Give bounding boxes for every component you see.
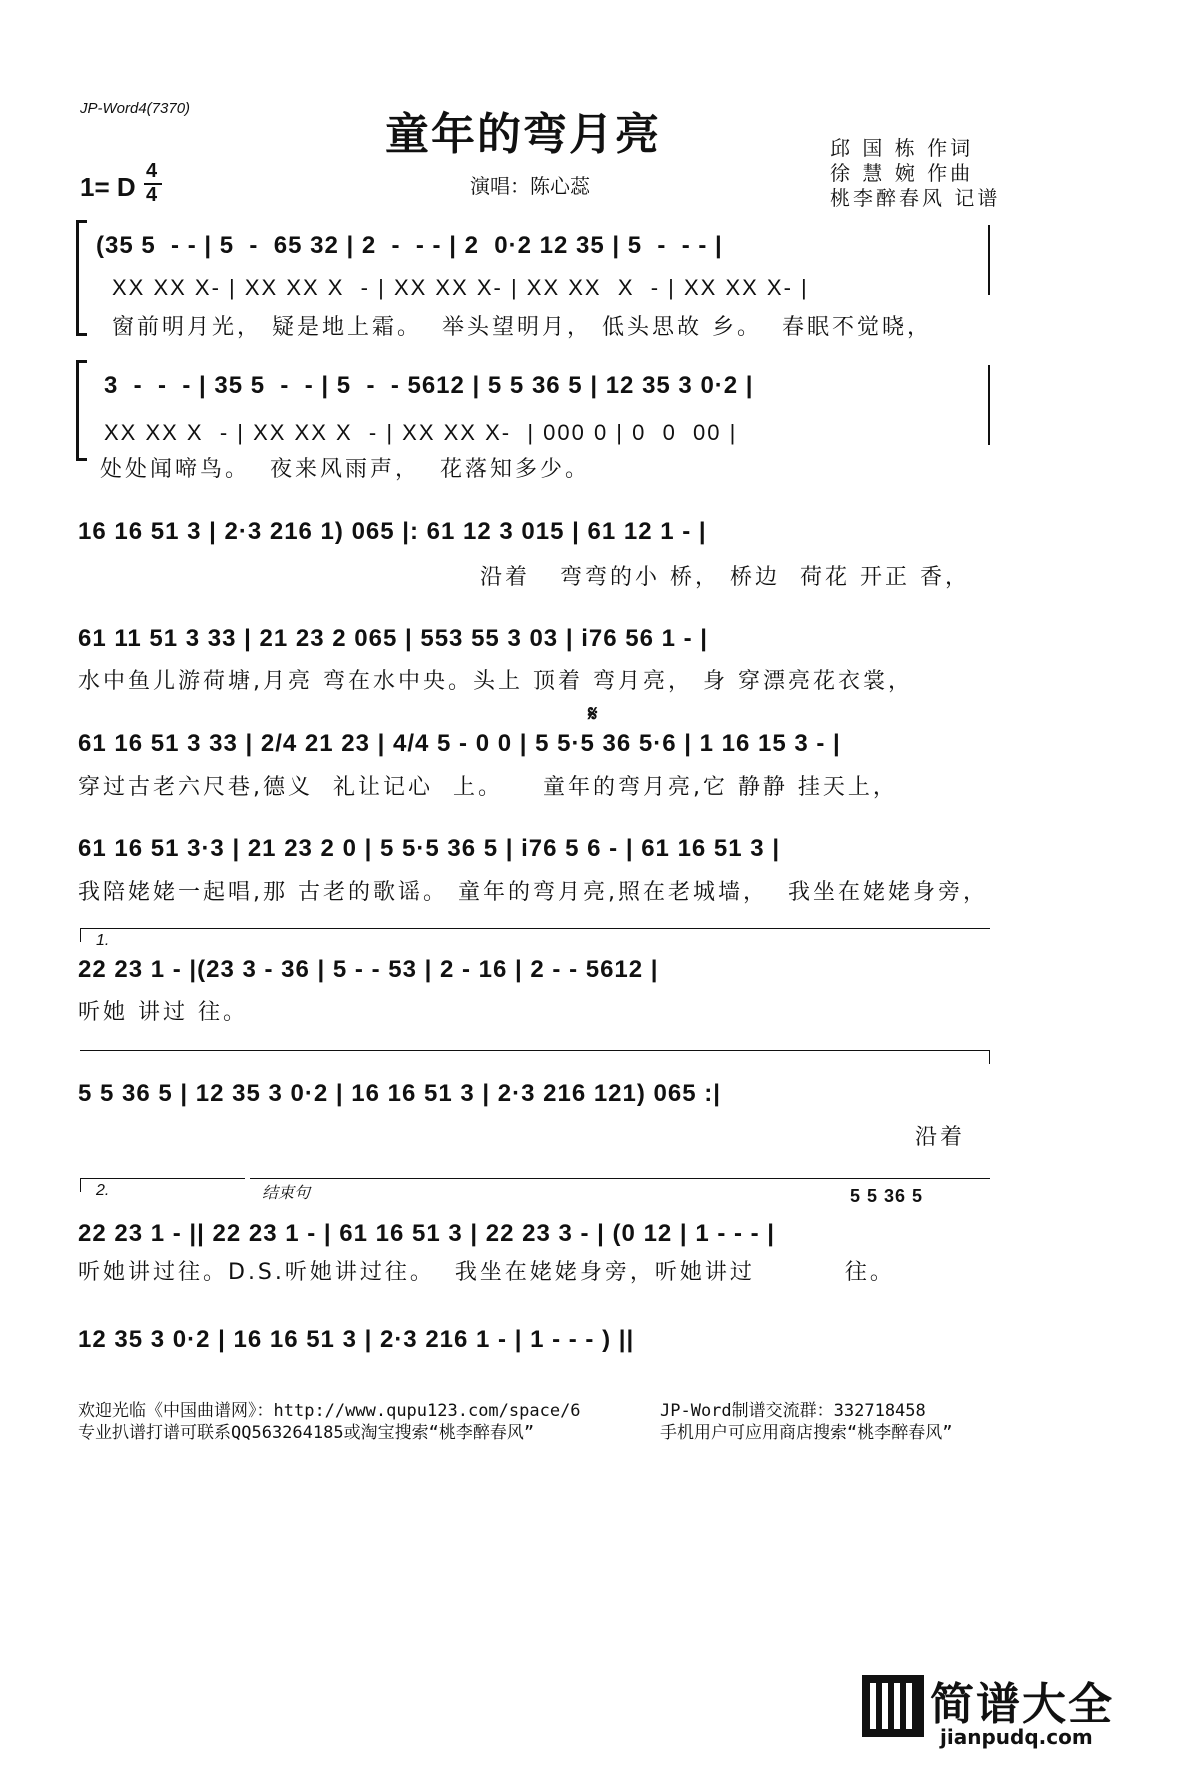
end-barline [988, 365, 990, 445]
singer-label: 演唱：陈心蕊 [470, 174, 590, 198]
time-signature-top: 4 [146, 160, 158, 182]
volta-bracket [80, 928, 990, 929]
lyric-line: 沿着 [915, 1125, 966, 1150]
melody-line: 22 23 1 - || 22 23 1 - | 61 16 51 3 | 22 23 3 - | (0 12 | 1 - - - | [78, 1220, 776, 1247]
end-barline [988, 225, 990, 295]
ending-bracket [250, 1178, 990, 1179]
lyric-line: 处处闻啼鸟。 夜来风雨声， 花落知多少。 [100, 457, 590, 482]
system-brace [76, 220, 87, 336]
melody-line: 61 16 51 3 33 | 2/4 21 23 | 4/4 5 - 0 0 | 5 5·5 36 5·6 | 1 16 15 3 - | [78, 730, 841, 757]
lyricist-credit: 邱 国 栋 作词 [830, 136, 974, 160]
melody-line: 61 16 51 3·3 | 21 23 2 0 | 5 5·5 36 5 | i76 5 6 - | 61 16 51 3 | [78, 835, 781, 862]
melody-line: 16 16 51 3 | 2·3 216 1) 065 |: 61 12 3 015 | 61 12 1 - | [78, 518, 707, 545]
footer-group: JP-Word制谱交流群：332718458 [660, 1401, 926, 1421]
upper-voice: 5 5 36 5 [850, 1186, 924, 1206]
lyric-line: 水中鱼儿游荷塘,月亮 弯在水中央。头上 顶着 弯月亮， 身 穿漂亮花衣裳， [78, 669, 913, 694]
transcriber-credit: 桃李醉春风 记谱 [830, 186, 1001, 210]
lyric-line: 沿着 弯弯的小 桥， 桥边 荷花 开正 香， [480, 565, 970, 590]
time-signature-bottom: 4 [146, 184, 158, 206]
melody-line: 22 23 1 - |(23 3 - 36 | 5 - - 53 | 2 - 16 | 2 - - 5612 | [78, 956, 659, 983]
piano-logo-icon [862, 1675, 924, 1737]
volta-label: 1. [96, 932, 110, 949]
volta-bracket-edge [80, 1178, 81, 1192]
volta-bracket-edge [989, 1050, 990, 1064]
volta-continuation [80, 1050, 990, 1051]
lyric-line: 听她讲过往。D.S.听她讲过往。 我坐在姥姥身旁，听她讲过 往。 [78, 1260, 895, 1285]
rhythm-line: XX XX X - | XX XX X - | XX XX X- | 000 0 | 0 0 00 | [104, 420, 738, 445]
watermark-name: 简谱大全 [930, 1679, 1114, 1730]
volta-bracket [80, 1178, 245, 1179]
melody-line: 12 35 3 0·2 | 16 16 51 3 | 2·3 216 1 - | 1 - - - ) || [78, 1326, 635, 1353]
footer-app: 手机用户可应用商店搜索“桃李醉春风” [660, 1423, 953, 1443]
watermark-url: jianpudq.com [940, 1725, 1093, 1749]
melody-line: 61 11 51 3 33 | 21 23 2 065 | 553 55 3 03 | i76 56 1 - | [78, 625, 708, 652]
software-label: JP-Word4(7370) [80, 100, 191, 117]
melody-line: 3 - - - | 35 5 - - | 5 - - 5612 | 5 5 36 5 | 12 35 3 0·2 | [104, 372, 754, 399]
system-brace [76, 360, 87, 461]
song-title: 童年的弯月亮 [385, 109, 661, 160]
footer-website: 欢迎光临《中国曲谱网》：http://www.qupu123.com/space/6 [78, 1401, 581, 1421]
lyric-line: 听她 讲过 往。 [78, 1000, 248, 1025]
key-signature: 1= D [80, 172, 136, 202]
footer-contact: 专业扒谱打谱可联系QQ563264185或淘宝搜索“桃李醉春风” [78, 1423, 535, 1443]
lyric-line: 我陪姥姥一起唱,那 古老的歌谣。 童年的弯月亮,照在老城墙， 我坐在姥姥身旁， [78, 880, 988, 905]
melody-line: (35 5 - - | 5 - 65 32 | 2 - - - | 2 0·2 12 35 | 5 - - - | [96, 232, 723, 259]
segno-sign: 𝄋 [588, 702, 598, 727]
composer-credit: 徐 慧 婉 作曲 [830, 161, 974, 185]
lyric-line: 穿过古老六尺巷,德义 礼让记心 上。 童年的弯月亮,它 静静 挂天上， [78, 775, 898, 800]
ending-label: 结束句 [262, 1185, 311, 1202]
lyric-line: 窗前明月光， 疑是地上霜。 举头望明月， 低头思故 乡。 春眠不觉晓， [112, 315, 932, 340]
melody-line: 5 5 36 5 | 12 35 3 0·2 | 16 16 51 3 | 2·3 216 121) 065 :| [78, 1080, 721, 1107]
volta-bracket-edge [80, 928, 81, 942]
volta-label: 2. [96, 1182, 110, 1199]
rhythm-line: XX XX X- | XX XX X - | XX XX X- | XX XX X - | XX XX X- | [112, 275, 809, 300]
